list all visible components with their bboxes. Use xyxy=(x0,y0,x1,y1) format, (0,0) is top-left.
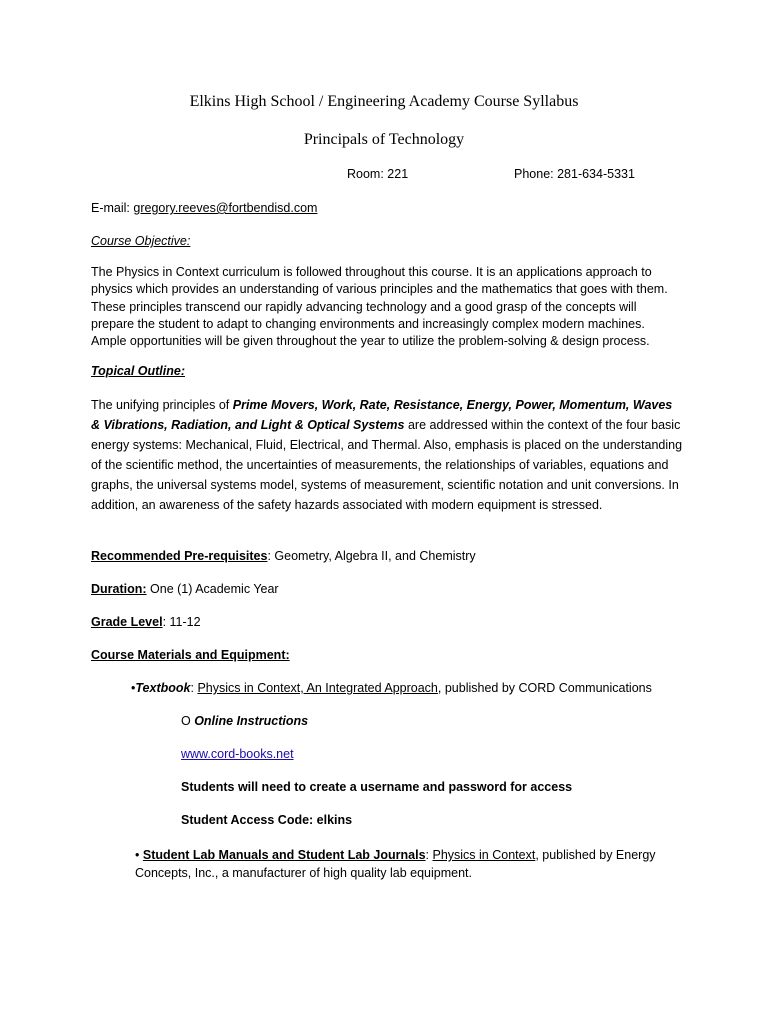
prerequisites-line xyxy=(91,549,476,563)
outline-principles: Prime Movers, Work, Rate, Resistance, Energy, Power, Momentum, Waves & Vibrations, Radiation, and Light & Optical Systems xyxy=(91,398,673,432)
course-title: Principals of Technology xyxy=(303,131,465,148)
lab-bullet-icon: • xyxy=(135,848,143,862)
textbook-line xyxy=(131,681,652,695)
lab-manuals-title: Physics in Context xyxy=(432,848,536,862)
grade-level-line xyxy=(91,615,201,629)
prerequisites-value: : Geometry, Algebra II, and Chemistry xyxy=(267,549,476,563)
materials-heading-text: Course Materials and Equipment: xyxy=(91,648,290,662)
grade-level-value: : 11-12 xyxy=(162,615,201,629)
access-note: Students will need to create a username and password for access xyxy=(181,780,573,794)
duration-label: Duration: xyxy=(91,582,147,596)
duration-value: One (1) Academic Year xyxy=(146,582,279,596)
lab-manuals-colon: : xyxy=(425,848,433,862)
email-link[interactable]: gregory.reeves@fortbendisd.com xyxy=(133,201,318,215)
outline-heading-text: Topical Outline: xyxy=(91,364,185,378)
lab-manuals-label: Student Lab Manuals and Student Lab Journals xyxy=(142,848,426,862)
grade-level-label: Grade Level xyxy=(91,615,163,629)
online-instructions-line xyxy=(181,714,308,728)
outline-rest: are addressed within the context of the four basic energy systems: Mechanical, Fluid, Electrical, and Thermal. Also, emphasis is placed on the understanding of the scientific method, the uncertainties of measurements, the relationships of variables, equations and graphs, the universal systems model, systems of measurement, scientific notation and unit conversions. In addition, an awareness of the safety hazards associated with modern equipment is stressed. xyxy=(91,418,683,512)
access-code: Student Access Code: elkins xyxy=(181,813,353,827)
objective-paragraph: The Physics in Context curriculum is followed throughout this course. It is an applications approach to physics which provides an understanding of various principles and the mathematics that goes with them. These principles transcend our rapidly advancing technology and a good grasp of the concepts will prepare the student to adapt to changing environments and increasingly complex modern machines. Ample opportunities will be given throughout the year to utilize the problem-solving & design process. xyxy=(91,265,668,349)
lab-manuals-item xyxy=(135,846,675,882)
duration-line xyxy=(91,582,279,596)
objective-heading xyxy=(91,234,190,248)
phone-number: Phone: 281-634-5331 xyxy=(514,167,635,181)
objective-heading-text: Course Objective: xyxy=(91,234,191,248)
lab-manuals-rest: , published by Energy Concepts, Inc., a manufacturer of high quality lab equipment. xyxy=(135,848,656,880)
textbook-label: Textbook xyxy=(135,681,191,695)
prerequisites-label: Recommended Pre-requisites xyxy=(91,549,268,563)
textbook-title: Physics in Context, An Integrated Approach xyxy=(197,681,438,695)
online-instructions-label: Online Instructions xyxy=(194,714,309,728)
materials-heading xyxy=(91,648,290,662)
document-title: Elkins High School / Engineering Academy Course Syllabus xyxy=(189,93,579,110)
circle-bullet-icon: O xyxy=(181,714,195,728)
email-label: E-mail: xyxy=(91,201,134,215)
outline-intro: The unifying principles of xyxy=(91,398,233,412)
outline-heading xyxy=(91,364,185,378)
outline-paragraph xyxy=(91,395,683,515)
cord-books-link[interactable]: www.cord-books.net xyxy=(181,747,294,761)
textbook-publisher: , published by CORD Communications xyxy=(437,681,652,695)
email-line xyxy=(91,201,317,215)
cord-books-link-line xyxy=(181,747,294,761)
room-number: Room: 221 xyxy=(347,167,409,181)
textbook-colon: : xyxy=(190,681,198,695)
bullet-icon: • xyxy=(131,681,136,695)
